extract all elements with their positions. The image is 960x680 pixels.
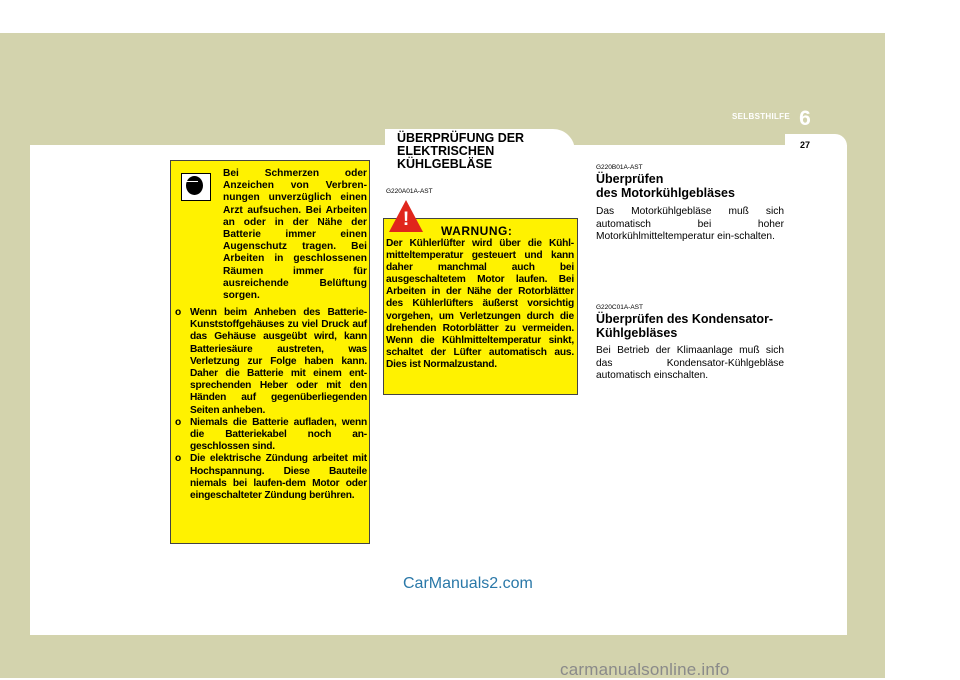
list-item: o Niemals die Batterie aufladen, wenn die Batteriekabel noch an-geschlossen sind. — [175, 416, 367, 453]
watermark-link[interactable]: carmanualsonline.info — [560, 660, 730, 679]
warning-text: Der Kühlerlüfter wird über die Kühl-mitteltemperatur gesteuert und kann daher manchmal auch bei ausgeschaltetem Motor laufen. Bei Arbeiten in der Nähe der Rotorblätter des Kühlerlüfters äußerst vorsichtig vorgehen, um Verletzungen durch die drehenden Rotorblätter zu vermeiden. Wenn die Kühlmitteltemperatur sinkt, schaltet der Lüfter automatisch aus. Dies ist Normalzustand. — [386, 238, 574, 370]
section-code: G220B01A-AST — [596, 164, 643, 171]
subsection-body: Bei Betrieb der Klimaanlage muß sich das Kondensator-Kühlgebläse automatisch einschalten. — [596, 345, 784, 381]
eye-protection-icon — [181, 173, 211, 201]
safety-intro-text: Bei Schmerzen oder Anzeichen von Verbren-nungen unverzüglich einen Arzt aufsuchen. Bei Arbeiten an oder in der Nähe der Batterie immer einen Augenschutz tragen. Bei Arbeiten in geschlossenen Räumen immer für ausreichende Belüftung sorgen. — [223, 168, 367, 302]
chapter-number: 6 — [799, 107, 811, 130]
subsection-heading: Überprüfen des Kondensator- Kühlgebläses — [596, 312, 774, 340]
warning-exclamation: ! — [402, 209, 410, 230]
battery-safety-panel — [170, 160, 370, 544]
list-item: o Wenn beim Anheben des Batterie-Kunststoffgehäuses zu viel Druck auf das Gehäuse ausgeübt wird, kann Batteriesäure austreten, was Verletzung zur Folge haben kann. Daher die Batterie mit einem ent-sprechenden Heber oder mit den Händen auf gegenüberliegenden Seiten anheben. — [175, 307, 367, 416]
section-code: G220A01A-AST — [386, 188, 433, 195]
warning-heading: WARNUNG: — [441, 224, 513, 238]
watermark-link[interactable]: CarManuals2.com — [403, 575, 533, 592]
page-number: 27 — [799, 140, 810, 150]
list-item: o Die elektrische Zündung arbeitet mit Hochspannung. Diese Bauteile niemals bei laufen-dem Motor oder eingeschalteter Zündung berühren. — [175, 453, 367, 502]
safety-list — [175, 307, 367, 502]
section-code: G220C01A-AST — [596, 304, 643, 311]
section-title: ÜBERPRÜFUNG DER ELEKTRISCHEN KÜHLGEBLÄSE — [397, 131, 525, 171]
subsection-heading: Überprüfen des Motorkühlgebläses — [596, 172, 735, 200]
subsection-body: Das Motorkühlgebläse muß sich automatisch bei hoher Motorkühlmitteltemperatur ein-schalten. — [596, 206, 784, 242]
chapter-label: SELBSTHILFE — [732, 112, 790, 121]
